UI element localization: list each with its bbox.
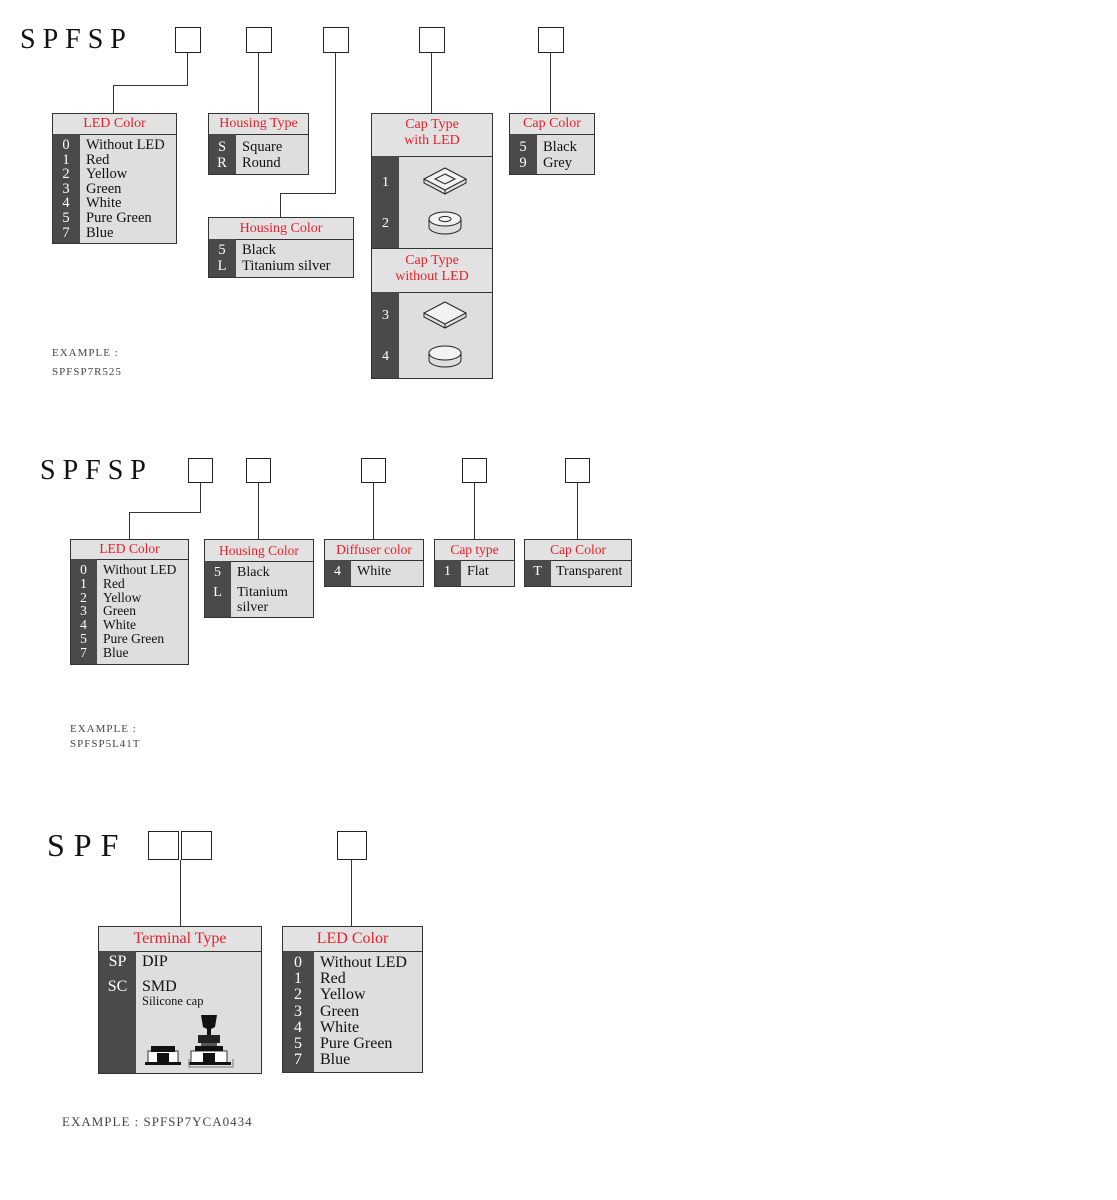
cap-type-title: Cap type (435, 540, 514, 561)
section3-prefix: SPF (47, 827, 128, 863)
option-label: Black (543, 139, 577, 155)
option-label: Blue (103, 644, 129, 660)
option-code: S (217, 139, 227, 155)
connector (187, 53, 188, 86)
cap-type-table (371, 113, 493, 379)
option-code: 4 (294, 1018, 302, 1036)
option-code: 3 (294, 1002, 302, 1020)
option-code: 9 (519, 155, 527, 171)
option-label: Black (242, 242, 276, 258)
diffuser-color-title: Diffuser color (325, 540, 423, 561)
slot-terminal-type-2 (181, 831, 212, 860)
slot-cap-type (462, 458, 487, 483)
housing-color-title: Housing Color (205, 540, 313, 562)
slot-led-color (175, 27, 201, 53)
option-label: Green (103, 603, 136, 619)
option-label: Pure Green (320, 1035, 393, 1052)
option-label: DIP (142, 953, 168, 970)
option-label: Green (86, 180, 122, 197)
option-label: Grey (543, 155, 572, 171)
option-code: 1 (294, 970, 302, 988)
connector (180, 860, 181, 926)
silicone-cap-note: Silicone cap (142, 994, 204, 1008)
square-cap-icon (422, 300, 468, 332)
connector (280, 193, 336, 194)
round-cap-led-icon (427, 209, 463, 237)
connector (474, 483, 475, 540)
connector (129, 512, 201, 513)
connector (258, 483, 259, 540)
example-label: EXAMPLE : (52, 347, 119, 359)
smd-component-icon (143, 1015, 258, 1071)
option-label: Flat (467, 564, 489, 579)
connector (200, 483, 201, 513)
option-code: 7 (294, 1051, 302, 1069)
option-label: White (103, 617, 136, 633)
option-label: Without LED (86, 137, 165, 153)
option-label: Transparent (556, 564, 623, 579)
option-label: Titanium (237, 585, 288, 600)
option-label: SMD (142, 978, 177, 995)
option-code: 5 (519, 139, 527, 155)
terminal-type-table (98, 926, 262, 1074)
option-code: 0 (80, 562, 87, 577)
cap-type-without-led-line2: without LED (395, 269, 469, 285)
section2-prefix: SPFSP (40, 455, 153, 486)
option-code: 2 (294, 986, 302, 1004)
connector (431, 53, 432, 113)
cap-code-3: 3 (382, 308, 389, 323)
example-label: EXAMPLE : (70, 723, 137, 735)
cap-type-with-led-line1: Cap Type (405, 117, 459, 132)
option-code: SP (108, 953, 127, 970)
option-code: 0 (62, 137, 70, 153)
option-label: White (86, 195, 122, 212)
connector (280, 193, 281, 217)
option-code: SC (107, 978, 128, 995)
slot-led-color (188, 458, 213, 483)
option-code: 0 (294, 954, 302, 971)
cap-type-without-led-title (372, 248, 492, 293)
slot-diffuser-color (361, 458, 386, 483)
connector (550, 53, 551, 113)
option-label: Pure Green (103, 631, 165, 646)
option-label: Yellow (86, 166, 128, 183)
housing-color-title: Housing Color (209, 218, 353, 240)
option-label: Blue (320, 1051, 351, 1069)
option-label: Pure Green (86, 210, 152, 226)
option-code: 4 (62, 195, 70, 212)
housing-type-table (208, 113, 309, 175)
example-value: SPFSP7R525 (52, 365, 122, 378)
slot-housing-color (246, 458, 271, 483)
option-label: White (357, 564, 392, 579)
led-color-table (282, 926, 423, 1073)
diffuser-color-table (324, 539, 424, 587)
slot-led-color (337, 831, 367, 860)
option-code: R (217, 155, 227, 171)
cap-code-1: 1 (382, 175, 389, 190)
option-code: 5 (218, 242, 226, 258)
led-color-table (70, 539, 189, 665)
option-label: Round (242, 155, 281, 171)
square-cap-led-icon (422, 166, 468, 198)
example-3: EXAMPLE : SPFSP7YCA0434 (62, 1114, 253, 1129)
option-label: White (320, 1018, 360, 1036)
cap-type-with-led-line2: with LED (404, 133, 460, 149)
cap-color-table (509, 113, 595, 175)
option-code: 7 (80, 644, 87, 660)
option-label: Titanium silver (242, 258, 331, 274)
code-column (372, 292, 399, 378)
cap-type-without-led-line1: Cap Type (405, 253, 459, 268)
section1-prefix: SPFSP (20, 24, 133, 55)
option-label: Square (242, 139, 283, 155)
option-code: 4 (334, 564, 341, 579)
option-label: Without LED (103, 562, 177, 577)
led-color-table (52, 113, 177, 244)
connector (335, 53, 336, 194)
cap-color-title: Cap Color (525, 540, 631, 561)
option-label: Yellow (320, 986, 366, 1004)
option-code: 1 (444, 564, 451, 579)
led-color-title: LED Color (283, 927, 422, 952)
cap-color-title: Cap Color (510, 114, 594, 135)
cap-type-with-led-title (372, 114, 492, 157)
example-1 (52, 344, 122, 381)
terminal-type-title: Terminal Type (99, 927, 261, 952)
option-label: Red (320, 970, 346, 988)
option-code: 5 (80, 631, 87, 646)
option-label: Blue (86, 224, 114, 241)
cap-code-4: 4 (382, 349, 389, 364)
housing-color-table (204, 539, 314, 618)
slot-cap-color (565, 458, 590, 483)
housing-color-table (208, 217, 354, 278)
code-column (372, 156, 399, 248)
led-color-title: LED Color (71, 540, 188, 560)
connector (113, 85, 114, 113)
housing-type-title: Housing Type (209, 114, 308, 135)
slot-terminal-type-1 (148, 831, 179, 860)
option-label: Red (103, 575, 125, 591)
housing-color-extra: silver (237, 600, 269, 615)
option-code: L (217, 258, 227, 274)
option-code: 2 (80, 589, 87, 605)
cap-type-table (434, 539, 515, 587)
connector (129, 512, 130, 539)
connector (351, 860, 352, 926)
option-label: Black (237, 565, 270, 580)
option-code: 1 (80, 575, 87, 591)
option-label: Green (320, 1002, 360, 1020)
connector (577, 483, 578, 540)
connector (113, 85, 188, 86)
option-label: Yellow (103, 589, 142, 605)
example-2 (70, 722, 141, 753)
option-code: 3 (80, 603, 87, 619)
round-cap-icon (427, 343, 463, 371)
option-code: 1 (62, 151, 70, 168)
example-value: SPFSP5L41T (70, 738, 141, 751)
slot-housing-color (323, 27, 349, 53)
option-code: 5 (62, 210, 70, 226)
led-color-title: LED Color (53, 114, 176, 135)
cap-code-2: 2 (382, 216, 389, 231)
option-code: T (533, 564, 542, 579)
option-code: 7 (62, 224, 70, 241)
cap-color-table (524, 539, 632, 587)
option-label: Without LED (320, 954, 407, 971)
connector (258, 53, 259, 113)
option-code: 4 (80, 617, 87, 633)
slot-housing-type (246, 27, 272, 53)
slot-cap-color (538, 27, 564, 53)
slot-cap-type (419, 27, 445, 53)
option-code: 3 (62, 180, 70, 197)
option-label: Red (86, 151, 110, 168)
option-code: 2 (62, 166, 70, 183)
option-code: 5 (214, 565, 221, 580)
option-code: 5 (294, 1035, 302, 1052)
connector (373, 483, 374, 540)
option-code: L (213, 585, 222, 600)
